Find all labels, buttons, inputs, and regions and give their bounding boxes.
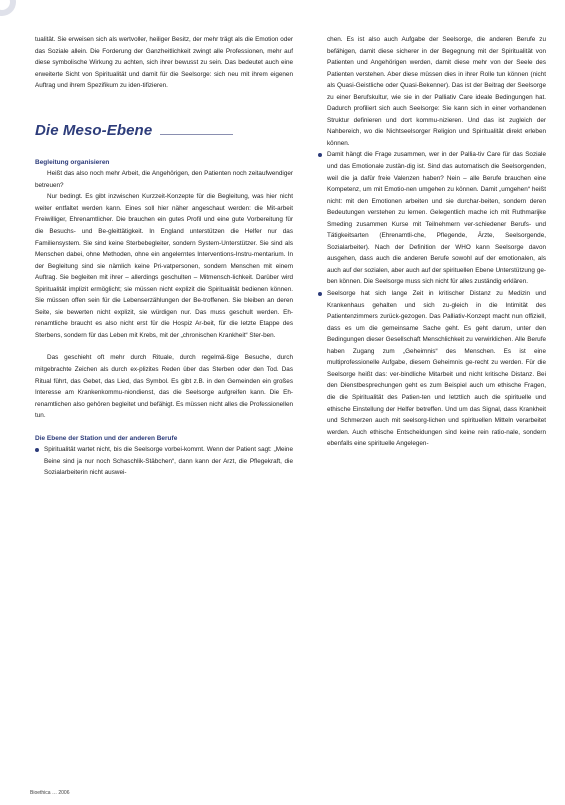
- bullet-icon: [318, 153, 322, 157]
- section-rule: [160, 134, 233, 135]
- bullet-text: Spiritualität wartet nicht, bis die Seelsorge vorbei-kommt. Wenn der Patient sagt: „Meine Beine sind ja nur noch Schaschlik-Stäbchen“, dann kann der Arzt, die Pflegekraft, die Sozialarbeiterin nicht auswei-: [44, 446, 293, 477]
- spacer: [35, 341, 293, 352]
- subheading-begleitung: Begleitung organisieren: [35, 158, 110, 166]
- section-title: Die Meso-Ebene: [35, 121, 153, 139]
- right-column: [318, 34, 546, 450]
- section-header: [35, 122, 293, 139]
- paragraph: Das geschieht oft mehr durch Rituale, durch regelmä-ßige Besuche, durch mitgebrachte Zeichen als durch ex-plizites Reden über das Sterben oder den Tod. Das Ritual führt, das Gebet, das Lied, das Symbol. Es gibt z.B. in den Gemeinden ein großes Interesse am Krankenkommu-niondienst, das die Seelsorge aufgreifen kann. Die Eh-renamtlichen also gehören begleitet und befähigt. Es müssen nicht alles die Professionellen tun.: [35, 354, 293, 420]
- bullet-icon: [318, 292, 322, 296]
- intro-paragraph: tualität. Sie erweisen sich als wertvoller, heiliger Besitz, der mehr trägt als die Emotion oder das Soziale allein. Die Forderung der Ganzheitlichkeit zwingt alle Professionen, mehr auf diese symbolische Wirkung zu achten, sich ihrer bewusst zu sein. Das bedeutet auch eine erweiterte Sicht von Spiritualität und damit für die Seelsorge: sich neu mit ihrem eigenen Auftrag und ihrem Spezifikum zu iden-tifizieren.: [35, 36, 293, 90]
- subheading-station: Die Ebene der Station und der anderen Berufe: [35, 434, 178, 442]
- bullet-item: [35, 444, 293, 479]
- spacer: [35, 422, 293, 433]
- corner-decoration: [0, 0, 22, 22]
- paragraph: chen. Es ist also auch Aufgabe der Seelsorge, die anderen Berufe zu befähigen, damit diese sicherer in der Begegnung mit der Spiritualität von Patienten und Angehörigen werden, damit diese mehr von der Seele des Patienten verstehen. Aber diese müssen dies in ihrer Rolle tun können (nicht als Quasi-Geistliche oder Quasi-Bekenner). Das ist der Beitrag der Seelsorge zu einer Berufskultur, wie sie in der Palliativ Care ideale Bedingungen hat. Dadurch profiliert sich auch Seelsorge: Sie kann sich in einer vorhandenen Struktur definieren und dort kommu-nizieren. Und das ist zugleich der Nahbereich, wo die Nichtseelsorger Religion und Spiritualität direkt erleben können.: [327, 36, 546, 147]
- paragraph: Heißt das also noch mehr Arbeit, die Angehörigen, den Patienten noch zeitaufwendiger betreuen?: [35, 170, 293, 189]
- bullet-text: Damit hängt die Frage zusammen, wer in der Pallia-tiv Care für das Soziale und das Emotionale zustän-dig ist. Sind das automatisch die Seelsorgenden, weil die ja dafür freie Valenzen haben? Nein – alle Berufe brauchen eine Kompetenz, um mit Emotio-nen umgehen zu können. Damit „umgehen“ heißt nicht: mit den Emotionen arbeiten und sie durchar-beiten, sondern deren Bedeutungen verstehen zu lernen. Gelegentlich mache ich mit Ruthmarijke Smeding zusammen Kurse mit Teilnehmern ver-schiedener Berufs- und Tätigkeitsarten (Ehrenamtli-che, Pflegende, Ärzte, Seelsorgende, Sozialarbeiter). Nach der Definition der WHO kann Seelsorge davon ausgehen, dass auch die anderen Berufe sowohl auf der emotionalen, als auch auf der sozialen, aber auch auf der spirituellen Ebene Unterstützung ge-ben können. Die Seelsorge muss sich nicht für alles zuständig erklären.: [327, 151, 546, 286]
- bullet-item: [318, 149, 546, 288]
- page-footer: Bioethica … 2006: [30, 790, 70, 796]
- bullet-text: Seelsorge hat sich lange Zeit in kritischer Distanz zu Medizin und Krankenhaus gehalten und sich zu-gleich in die Intimität des Patientenzimmers zurück-gezogen. Das Palliativ-Konzept macht nun offiziell, dass es um die gemeinsame Sache geht. Es geht darum, unter den Bedingungen dieser Gesellschaft Menschlichkeit zu verwirklichen. Alle Berufe haben Zugang zum „Geheimnis“ des Menschen. Es ist eine multiprofessionelle Aufgabe, diesem Geheimnis ge-recht zu werden. Für die Seelsorge heißt das: ver-bindliche Mitarbeit und nicht kritische Distanz. Bei den Dienstbesprechungen geht es zum Beispiel auch um ethische Fragen, die die Spiritualität des Patien-ten und letztlich auch die spirituelle und ethische Einstellung der Helfer betreffen. Und um das Signal, dass Krankheit und Schmerzen auch mit seelsorg-lichen und spirituellen Mitteln verarbeitet werden. Auch ethische Entscheidungen sind keine rein ratio-nale, sondern ebenfalls eine spirituelle Angelegen-: [327, 290, 546, 448]
- bullet-icon: [35, 448, 39, 452]
- left-column: [35, 34, 293, 479]
- bullet-item: [318, 288, 546, 450]
- paragraph: Nur bedingt. Es gibt inzwischen Kurzzeit-Konzepte für die Begleitung, was hier nicht weiter entfaltet werden kann. Eines soll hier näher angeschaut werden: die Mit-arbeit Freiwilliger, Ehrenamtlicher. Die brauchen ein gutes Profil und eine gute Vorbereitung für die Besuchs- und Be-gleittätigkeit. In England unterstützen die Helfer nur das Familiensystem. Sie sind keine Sterbebegleiter, sondern System-Unterstützer. Sie sind als Menschen dabei, ohne Methoden, ohne ein angelerntes Interventions-Instru-mentarium. In der Begleitung sind sie nämlich keine Pri-vatpersonen, sondern Menschen mit einem Auftrag. Sie begleiten mit ihrer – allerdings geschulten – Mitmensch-lichkeit. Darüber wird Spiritualität implizit ermöglicht; sie müssen nicht explizit die Spiritualität bedienen können. Sie müssen offen sein für die Lebenserzählungen der Be-troffenen. Sie bleiben an deren Seite, sie bewerten nicht explizit, sie würdigen nur. Das muss geschult werden. Eh-renamtliche braucht es also nicht erst für die Hospiz Ar-beit, für die letzte Etappe des Sterbens, sondern für das Leben mit Krebs, mit der „chronischen Krankheit“ Ster-ben.: [35, 193, 293, 339]
